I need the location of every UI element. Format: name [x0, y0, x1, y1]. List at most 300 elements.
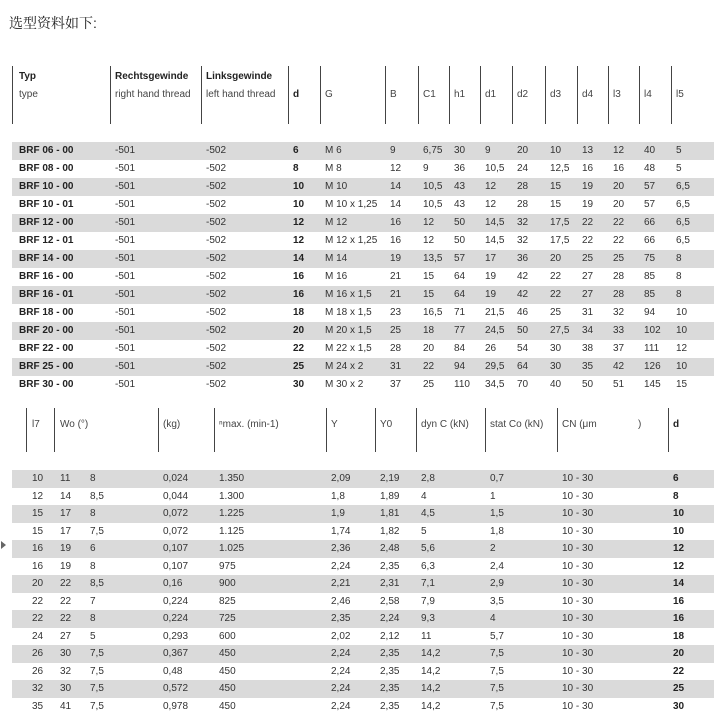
cell-wo2: 7,5: [90, 700, 104, 712]
column-divider: [214, 408, 215, 452]
table-row: [12, 268, 714, 286]
cell-Y: 2,24: [331, 700, 351, 712]
cell-typ: BRF 10 - 01: [19, 199, 74, 210]
cell-h1: 71: [454, 307, 466, 318]
cell-l5: 10: [676, 325, 688, 336]
table-row: [12, 376, 714, 394]
cell-l5: 6,5: [676, 235, 690, 246]
cell-stat-c: 2: [490, 543, 496, 554]
cell-G: M 8: [325, 163, 342, 174]
header-l7: l7: [32, 419, 40, 430]
column-divider: [26, 408, 27, 452]
header-Y: Y: [331, 419, 338, 430]
cell-l3: 12: [613, 145, 625, 156]
cell-G: M 14: [325, 253, 348, 264]
cell-d: 22: [293, 343, 305, 354]
cell-d: 20: [673, 648, 685, 659]
cell-stat-c: 1: [490, 490, 496, 502]
cell-h1: 50: [454, 217, 466, 228]
table-row: [12, 250, 714, 268]
intro-text: 选型资料如下:: [9, 15, 97, 31]
cell-left-hand: -502: [206, 235, 227, 246]
cell-d2: 20: [517, 145, 529, 156]
cell-l3: 51: [613, 379, 625, 390]
table-row: [12, 558, 714, 576]
cell-d3: 22: [550, 271, 562, 282]
cell-Y0: 2,35: [380, 648, 400, 659]
cell-wo: 22: [60, 613, 72, 624]
header-left-hand-sub: left hand thread: [206, 89, 276, 100]
cell-l7: 15: [32, 508, 44, 519]
cell-kg: 0,978: [163, 700, 189, 712]
cell-l5: 5: [676, 145, 682, 156]
table-row: [12, 196, 714, 214]
cell-Y0: 2,31: [380, 578, 400, 589]
cell-wo2: 6: [90, 543, 96, 554]
cell-left-hand: -502: [206, 181, 227, 192]
cell-d2: 32: [517, 235, 529, 246]
table-row: [12, 645, 714, 663]
cell-h1: 57: [454, 253, 466, 264]
cell-Y0: 2,35: [380, 665, 400, 677]
cell-right-hand: -501: [115, 289, 136, 300]
cell-C1: 10,5: [423, 199, 443, 210]
cell-dyn-c: 5,6: [421, 543, 435, 554]
cell-right-hand: -501: [115, 343, 136, 354]
cell-l4: 126: [644, 361, 661, 372]
cell-right-hand: -501: [115, 181, 136, 192]
cell-wo: 19: [60, 543, 72, 554]
cell-d: 25: [293, 361, 305, 372]
cell-B: 12: [390, 163, 402, 174]
cell-d: 18: [673, 630, 685, 642]
cell-left-hand: -502: [206, 163, 227, 174]
cell-typ: BRF 16 - 00: [19, 271, 74, 282]
cell-B: 31: [390, 361, 402, 372]
header-dyn-c: dyn C (kN): [421, 419, 469, 430]
cell-wo: 11: [60, 473, 71, 484]
cell-h1: 94: [454, 361, 466, 372]
cell-Y0: 1,82: [380, 525, 400, 537]
column-divider: [320, 66, 321, 124]
header-stat-c: stat Co (kN): [490, 419, 544, 430]
header-l4: l4: [644, 89, 652, 100]
cell-d: 22: [673, 665, 685, 677]
cell-d1: 29,5: [485, 361, 505, 372]
cell-d: 16: [293, 289, 305, 300]
cell-wo: 30: [60, 683, 72, 694]
header-d2: d2: [517, 89, 529, 100]
cell-nmax: 600: [219, 630, 236, 642]
cell-Y: 2,24: [331, 560, 351, 572]
cell-G: M 20 x 1,5: [325, 325, 372, 336]
cell-right-hand: -501: [115, 145, 136, 156]
column-divider: [668, 408, 669, 452]
cell-l4: 48: [644, 163, 656, 174]
cell-d4: 27: [582, 271, 594, 282]
column-divider: [671, 66, 672, 124]
cell-stat-c: 7,5: [490, 683, 504, 694]
column-divider: [485, 408, 486, 452]
cell-Y: 1,8: [331, 490, 345, 502]
cell-right-hand: -501: [115, 271, 136, 282]
cell-d2: 46: [517, 307, 529, 318]
cell-wo2: 7: [90, 595, 96, 607]
cell-d2: 64: [517, 361, 529, 372]
cell-B: 25: [390, 325, 402, 336]
column-divider: [375, 408, 376, 452]
table-row: [12, 680, 714, 698]
column-divider: [416, 408, 417, 452]
cell-C1: 15: [423, 271, 435, 282]
cell-C1: 18: [423, 325, 435, 336]
table-row: [12, 470, 714, 488]
cell-l7: 35: [32, 700, 44, 712]
table-row: [12, 523, 714, 541]
cell-dyn-c: 5: [421, 525, 427, 537]
cell-dyn-c: 11: [421, 630, 432, 642]
cell-dyn-c: 4: [421, 490, 427, 502]
cell-d3: 20: [550, 253, 562, 264]
cell-kg: 0,072: [163, 525, 189, 537]
cell-nmax: 1.350: [219, 473, 245, 484]
cell-wo2: 8: [90, 508, 96, 519]
table-row: [12, 340, 714, 358]
cell-wo: 27: [60, 630, 72, 642]
cell-stat-c: 0,7: [490, 473, 504, 484]
cell-d: 14: [673, 578, 685, 589]
cell-left-hand: -502: [206, 343, 227, 354]
cell-Y: 1,9: [331, 508, 345, 519]
cell-d: 30: [673, 700, 685, 712]
cell-l7: 20: [32, 578, 44, 589]
cell-C1: 25: [423, 379, 435, 390]
header-d1: d1: [485, 89, 497, 100]
table-row: [12, 698, 714, 716]
cell-d3: 25: [550, 307, 562, 318]
table-row: [12, 575, 714, 593]
cell-d3: 22: [550, 289, 562, 300]
cell-d4: 35: [582, 361, 594, 372]
cell-d2: 32: [517, 217, 529, 228]
cell-l7: 24: [32, 630, 44, 642]
cell-cn: 10 - 30: [562, 508, 594, 519]
cell-dyn-c: 14,2: [421, 648, 441, 659]
cell-d1: 14,5: [485, 235, 505, 246]
cell-typ: BRF 08 - 00: [19, 163, 74, 174]
cell-stat-c: 7,5: [490, 648, 504, 659]
cell-cn: 10 - 30: [562, 648, 594, 659]
cell-d1: 12: [485, 181, 497, 192]
cell-l5: 5: [676, 163, 682, 174]
cell-dyn-c: 2,8: [421, 473, 435, 484]
cell-nmax: 900: [219, 578, 236, 589]
cell-d1: 26: [485, 343, 497, 354]
cell-d2: 42: [517, 271, 529, 282]
cell-Y: 2,35: [331, 613, 351, 624]
cell-l5: 8: [676, 289, 682, 300]
cell-Y: 2,36: [331, 543, 351, 554]
cell-G: M 22 x 1,5: [325, 343, 372, 354]
cell-d3: 12,5: [550, 163, 570, 174]
cell-d4: 25: [582, 253, 594, 264]
cell-dyn-c: 9,3: [421, 613, 435, 624]
cell-l7: 26: [32, 665, 44, 677]
cell-right-hand: -501: [115, 163, 136, 174]
cell-l4: 85: [644, 271, 656, 282]
cell-l4: 94: [644, 307, 656, 318]
column-divider: [480, 66, 481, 124]
cell-C1: 9: [423, 163, 429, 174]
cell-d2: 54: [517, 343, 529, 354]
cell-right-hand: -501: [115, 253, 136, 264]
cell-G: M 10: [325, 181, 348, 192]
cell-d: 20: [293, 325, 305, 336]
cell-Y0: 2,48: [380, 543, 400, 554]
cell-C1: 12: [423, 235, 435, 246]
header-Y0: Y0: [380, 419, 393, 430]
cell-wo2: 7,5: [90, 683, 104, 694]
cell-d3: 10: [550, 145, 562, 156]
cell-d3: 15: [550, 199, 562, 210]
cell-h1: 77: [454, 325, 466, 336]
cell-typ: BRF 10 - 00: [19, 181, 74, 192]
cell-l3: 20: [613, 199, 625, 210]
cell-dyn-c: 6,3: [421, 560, 435, 572]
header-h1: h1: [454, 89, 466, 100]
cell-stat-c: 3,5: [490, 595, 504, 607]
cell-left-hand: -502: [206, 325, 227, 336]
cell-right-hand: -501: [115, 307, 136, 318]
cell-Y0: 2,19: [380, 473, 400, 484]
cell-right-hand: -501: [115, 379, 136, 390]
cell-G: M 6: [325, 145, 342, 156]
cell-B: 28: [390, 343, 402, 354]
cell-wo2: 8,5: [90, 578, 104, 589]
cell-d: 25: [673, 683, 685, 694]
cell-dyn-c: 14,2: [421, 665, 441, 677]
cell-l4: 111: [644, 343, 660, 354]
cell-l3: 20: [613, 181, 625, 192]
table-row: [12, 160, 714, 178]
table-row: [12, 663, 714, 681]
cell-d2: 70: [517, 379, 529, 390]
cell-left-hand: -502: [206, 253, 227, 264]
header-wo: Wo (°): [60, 419, 89, 430]
cell-d3: 15: [550, 181, 562, 192]
header-typ-sub: type: [19, 89, 38, 100]
cell-d4: 16: [582, 163, 594, 174]
header-nmax: ⁿmax. (min-1): [219, 419, 279, 430]
cell-d1: 14,5: [485, 217, 505, 228]
cell-nmax: 825: [219, 595, 236, 607]
cell-cn: 10 - 30: [562, 665, 594, 677]
column-divider: [110, 66, 111, 124]
column-divider: [201, 66, 202, 124]
cell-l7: 22: [32, 595, 44, 607]
cell-left-hand: -502: [206, 307, 227, 318]
cell-kg: 0,48: [163, 665, 183, 677]
column-divider: [418, 66, 419, 124]
cell-l4: 66: [644, 217, 656, 228]
table-row: [12, 142, 714, 160]
column-divider: [54, 408, 55, 452]
cell-d1: 10,5: [485, 163, 505, 174]
cell-C1: 20: [423, 343, 435, 354]
cell-Y0: 1,81: [380, 508, 400, 519]
cell-d1: 34,5: [485, 379, 505, 390]
cell-kg: 0,044: [163, 490, 189, 502]
cell-wo2: 8: [90, 560, 96, 572]
header-B: B: [390, 89, 397, 100]
cell-d: 12: [293, 235, 305, 246]
table-row: [12, 610, 714, 628]
cell-d: 12: [673, 543, 685, 554]
cell-h1: 43: [454, 199, 466, 210]
cell-l5: 6,5: [676, 217, 690, 228]
cell-d2: 50: [517, 325, 529, 336]
cell-wo: 19: [60, 560, 72, 572]
cell-l3: 32: [613, 307, 625, 318]
column-divider: [639, 66, 640, 124]
cell-d2: 24: [517, 163, 529, 174]
cell-wo: 30: [60, 648, 72, 659]
cell-typ: BRF 22 - 00: [19, 343, 74, 354]
cell-l4: 40: [644, 145, 656, 156]
cell-d: 10: [673, 525, 685, 537]
cell-l7: 16: [32, 560, 44, 572]
cell-stat-c: 2,9: [490, 578, 504, 589]
cell-l7: 10: [32, 473, 44, 484]
cell-kg: 0,224: [163, 613, 189, 624]
cell-wo2: 8: [90, 613, 96, 624]
table-row: [12, 358, 714, 376]
cell-stat-c: 1,8: [490, 525, 504, 537]
cell-d4: 22: [582, 217, 594, 228]
cell-B: 14: [390, 199, 402, 210]
header-kg: (kg): [163, 419, 181, 430]
cell-l4: 57: [644, 199, 656, 210]
cell-G: M 10 x 1,25: [325, 199, 378, 210]
cell-l3: 42: [613, 361, 625, 372]
cell-B: 19: [390, 253, 402, 264]
cell-typ: BRF 18 - 00: [19, 307, 74, 318]
cell-right-hand: -501: [115, 199, 136, 210]
cell-right-hand: -501: [115, 361, 136, 372]
cell-B: 21: [390, 271, 402, 282]
cell-l5: 8: [676, 271, 682, 282]
cell-left-hand: -502: [206, 217, 227, 228]
cell-wo2: 7,5: [90, 665, 104, 677]
cell-l3: 22: [613, 235, 625, 246]
header-l5: l5: [676, 89, 684, 100]
cell-wo: 22: [60, 595, 72, 607]
cell-d4: 50: [582, 379, 594, 390]
cell-Y0: 2,35: [380, 683, 400, 694]
cell-d4: 19: [582, 199, 594, 210]
cell-typ: BRF 12 - 00: [19, 217, 74, 228]
cell-wo: 17: [60, 525, 72, 537]
cell-d: 8: [673, 490, 679, 502]
header-G: G: [325, 89, 333, 100]
cell-d2: 36: [517, 253, 529, 264]
cell-l5: 8: [676, 253, 682, 264]
cell-stat-c: 7,5: [490, 665, 504, 677]
cell-left-hand: -502: [206, 145, 227, 156]
cell-wo: 17: [60, 508, 72, 519]
cell-d3: 30: [550, 343, 562, 354]
cell-Y: 2,24: [331, 665, 351, 677]
cell-d4: 19: [582, 181, 594, 192]
cell-typ: BRF 06 - 00: [19, 145, 74, 156]
header-cn-close: ): [638, 419, 642, 430]
cell-Y: 2,02: [331, 630, 351, 642]
table-row: [12, 214, 714, 232]
header-typ: Typ: [19, 71, 37, 82]
cell-d3: 40: [550, 379, 562, 390]
cell-d3: 30: [550, 361, 562, 372]
header-d3: d3: [550, 89, 562, 100]
cell-d1: 21,5: [485, 307, 505, 318]
column-divider: [545, 66, 546, 124]
cell-l4: 85: [644, 289, 656, 300]
cell-nmax: 975: [219, 560, 236, 572]
cell-kg: 0,367: [163, 648, 189, 659]
cell-stat-c: 2,4: [490, 560, 504, 572]
cell-typ: BRF 14 - 00: [19, 253, 74, 264]
cell-nmax: 450: [219, 665, 236, 677]
column-divider: [385, 66, 386, 124]
cell-Y: 2,09: [331, 473, 351, 484]
table-row: [12, 178, 714, 196]
cell-dyn-c: 7,9: [421, 595, 435, 607]
cell-stat-c: 7,5: [490, 700, 504, 712]
cell-wo: 32: [60, 665, 72, 677]
header-C1: C1: [423, 89, 436, 100]
cell-B: 14: [390, 181, 402, 192]
cell-l7: 15: [32, 525, 44, 537]
cell-B: 16: [390, 235, 402, 246]
cell-h1: 84: [454, 343, 466, 354]
header-d: d: [673, 419, 680, 430]
column-divider: [512, 66, 513, 124]
cell-cn: 10 - 30: [562, 578, 594, 589]
table-row: [12, 232, 714, 250]
cell-l3: 25: [613, 253, 625, 264]
cell-kg: 0,293: [163, 630, 189, 642]
cell-d4: 38: [582, 343, 594, 354]
cell-l7: 26: [32, 648, 44, 659]
cell-cn: 10 - 30: [562, 490, 594, 502]
cell-cn: 10 - 30: [562, 683, 594, 694]
cell-d1: 19: [485, 271, 497, 282]
cell-G: M 18 x 1,5: [325, 307, 372, 318]
cell-Y: 2,21: [331, 578, 351, 589]
cell-Y0: 2,35: [380, 560, 400, 572]
cell-wo: 41: [60, 700, 72, 712]
cell-kg: 0,107: [163, 543, 189, 554]
cell-d: 16: [673, 613, 685, 624]
cell-dyn-c: 7,1: [421, 578, 435, 589]
cell-kg: 0,16: [163, 578, 183, 589]
cell-wo2: 8,5: [90, 490, 104, 502]
cell-right-hand: -501: [115, 325, 136, 336]
cell-l4: 57: [644, 181, 656, 192]
cell-B: 37: [390, 379, 402, 390]
cell-cn: 10 - 30: [562, 595, 594, 607]
cell-wo: 22: [60, 578, 72, 589]
cell-typ: BRF 25 - 00: [19, 361, 74, 372]
